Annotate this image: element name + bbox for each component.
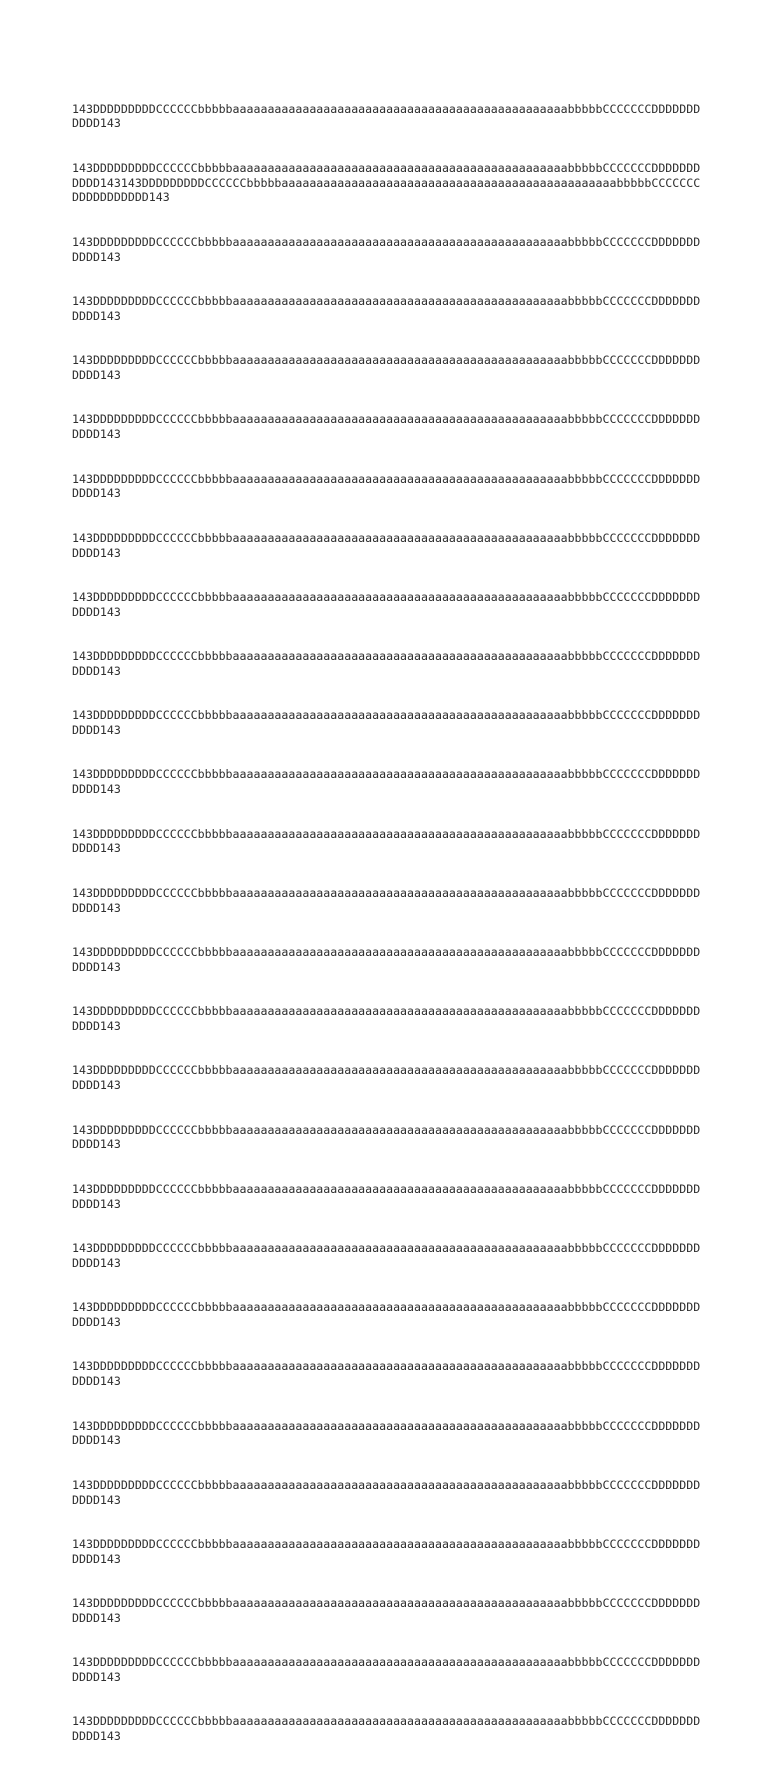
text-line: 143DDDDDDDDDCCCCCCbbbbbaaaaaaaaaaaaaaaaaaaaaaaaaaaaaaaaaaaaaaaaaaaaaaaabbbbbCCCCCCCDDDDDDDDDDD143 xyxy=(72,1418,701,1448)
text-line: 143DDDDDDDDDCCCCCCbbbbbaaaaaaaaaaaaaaaaaaaaaaaaaaaaaaaaaaaaaaaaaaaaaaaabbbbbCCCCCCCDDDDDDDDDDD143 xyxy=(72,1714,701,1744)
text-line: 143DDDDDDDDDCCCCCCbbbbbaaaaaaaaaaaaaaaaaaaaaaaaaaaaaaaaaaaaaaaaaaaaaaaabbbbbCCCCCCCDDDDDDDDDDD143 xyxy=(72,826,701,856)
text-line: 143DDDDDDDDDCCCCCCbbbbbaaaaaaaaaaaaaaaaaaaaaaaaaaaaaaaaaaaaaaaaaaaaaaaabbbbbCCCCCCCDDDDDDDDDDD143 xyxy=(72,1655,701,1685)
text-line: 143DDDDDDDDDCCCCCCbbbbbaaaaaaaaaaaaaaaaaaaaaaaaaaaaaaaaaaaaaaaaaaaaaaaabbbbbCCCCCCCDDDDDDDDDDD143 xyxy=(72,293,701,323)
text-line: 143DDDDDDDDDCCCCCCbbbbbaaaaaaaaaaaaaaaaaaaaaaaaaaaaaaaaaaaaaaaaaaaaaaaabbbbbCCCCCCCDDDDDDDDDDD143 xyxy=(72,885,701,915)
text-line: 143DDDDDDDDDCCCCCCbbbbbaaaaaaaaaaaaaaaaaaaaaaaaaaaaaaaaaaaaaaaaaaaaaaaabbbbbCCCCCCCDDDDDDDDDDD143 xyxy=(72,471,701,501)
text-line: 143DDDDDDDDDCCCCCCbbbbbaaaaaaaaaaaaaaaaaaaaaaaaaaaaaaaaaaaaaaaaaaaaaaaabbbbbCCCCCCCDDDDDDDDDDD143 xyxy=(72,589,701,619)
text-line: 143DDDDDDDDDCCCCCCbbbbbaaaaaaaaaaaaaaaaaaaaaaaaaaaaaaaaaaaaaaaaaaaaaaaabbbbbCCCCCCCDDDDDDDDDDD143 xyxy=(72,1063,701,1093)
text-line: 143DDDDDDDDDCCCCCCbbbbbaaaaaaaaaaaaaaaaaaaaaaaaaaaaaaaaaaaaaaaaaaaaaaaabbbbbCCCCCCCDDDDDDDDDDD143 xyxy=(72,1359,701,1389)
text-line: 143DDDDDDDDDCCCCCCbbbbbaaaaaaaaaaaaaaaaaaaaaaaaaaaaaaaaaaaaaaaaaaaaaaaabbbbbCCCCCCCDDDDDDDDDDD143 xyxy=(72,1300,701,1329)
text-line: 143DDDDDDDDDCCCCCCbbbbbaaaaaaaaaaaaaaaaaaaaaaaaaaaaaaaaaaaaaaaaaaaaaaaabbbbbCCCCCCCDDDDDDDDDDD143 xyxy=(72,1240,701,1270)
text-line: 143DDDDDDDDDCCCCCCbbbbbaaaaaaaaaaaaaaaaaaaaaaaaaaaaaaaaaaaaaaaaaaaaaaaabbbbbCCCCCCCDDDDDDDDDDD143 xyxy=(72,767,701,797)
text-line: 143DDDDDDDDDCCCCCCbbbbbaaaaaaaaaaaaaaaaaaaaaaaaaaaaaaaaaaaaaaaaaaaaaaaabbbbbCCCCCCCDDDDDDDDDDD143143DDDDDDDDDCCCCCCbbbbbaaaaaaaaaaaaaaaaaaaaaaaaaaaaaaaaaaaaaaaaaaaaaaaabbbbbCCCCCCCDDDDDDDDDDD143 xyxy=(72,160,701,205)
text-line: 143DDDDDDDDDCCCCCCbbbbbaaaaaaaaaaaaaaaaaaaaaaaaaaaaaaaaaaaaaaaaaaaaaaaabbbbbCCCCCCCDDDDDDDDDDD143 xyxy=(72,708,701,738)
text-line: 143DDDDDDDDDCCCCCCbbbbbaaaaaaaaaaaaaaaaaaaaaaaaaaaaaaaaaaaaaaaaaaaaaaaabbbbbCCCCCCCDDDDDDDDDDD143 xyxy=(72,1004,701,1033)
text-line: 143DDDDDDDDDCCCCCCbbbbbaaaaaaaaaaaaaaaaaaaaaaaaaaaaaaaaaaaaaaaaaaaaaaaabbbbbCCCCCCCDDDDDDDDDDD143 xyxy=(72,945,701,974)
text-line: 143DDDDDDDDDCCCCCCbbbbbaaaaaaaaaaaaaaaaaaaaaaaaaaaaaaaaaaaaaaaaaaaaaaaabbbbbCCCCCCCDDDDDDDDDDD143 xyxy=(72,234,701,264)
text-line: 143DDDDDDDDDCCCCCCbbbbbaaaaaaaaaaaaaaaaaaaaaaaaaaaaaaaaaaaaaaaaaaaaaaaabbbbbCCCCCCCDDDDDDDDDDD143 xyxy=(72,530,701,560)
text-line: 143DDDDDDDDDCCCCCCbbbbbaaaaaaaaaaaaaaaaaaaaaaaaaaaaaaaaaaaaaaaaaaaaaaaabbbbbCCCCCCCDDDDDDDDDDD143 xyxy=(72,1122,701,1152)
text-block xyxy=(72,72,702,1774)
text-line: 143DDDDDDDDDCCCCCCbbbbbaaaaaaaaaaaaaaaaaaaaaaaaaaaaaaaaaaaaaaaaaaaaaaaabbbbbCCCCCCCDDDDDDDDDDD143 xyxy=(72,649,701,678)
text-line: 143DDDDDDDDDCCCCCCbbbbbaaaaaaaaaaaaaaaaaaaaaaaaaaaaaaaaaaaaaaaaaaaaaaaabbbbbCCCCCCCDDDDDDDDDDD143 xyxy=(72,1181,701,1211)
text-line: 143DDDDDDDDDCCCCCCbbbbbaaaaaaaaaaaaaaaaaaaaaaaaaaaaaaaaaaaaaaaaaaaaaaaabbbbbCCCCCCCDDDDDDDDDDD143 xyxy=(72,412,701,442)
text-line: 143DDDDDDDDDCCCCCCbbbbbaaaaaaaaaaaaaaaaaaaaaaaaaaaaaaaaaaaaaaaaaaaaaaaabbbbbCCCCCCCDDDDDDDDDDD143 xyxy=(72,1596,701,1625)
text-line: 143DDDDDDDDDCCCCCCbbbbbaaaaaaaaaaaaaaaaaaaaaaaaaaaaaaaaaaaaaaaaaaaaaaaabbbbbCCCCCCCDDDDDDDDDDD143 xyxy=(72,1536,701,1566)
text-line: 143DDDDDDDDDCCCCCCbbbbbaaaaaaaaaaaaaaaaaaaaaaaaaaaaaaaaaaaaaaaaaaaaaaaabbbbbCCCCCCCDDDDDDDDDDD143 xyxy=(72,353,701,382)
text-line: 143DDDDDDDDDCCCCCCbbbbbaaaaaaaaaaaaaaaaaaaaaaaaaaaaaaaaaaaaaaaaaaaaaaaabbbbbCCCCCCCDDDDDDDDDDD143 xyxy=(72,101,701,131)
text-line: 143DDDDDDDDDCCCCCCbbbbbaaaaaaaaaaaaaaaaaaaaaaaaaaaaaaaaaaaaaaaaaaaaaaaabbbbbCCCCCCCDDDDDDDDDDD143 xyxy=(72,1477,701,1507)
